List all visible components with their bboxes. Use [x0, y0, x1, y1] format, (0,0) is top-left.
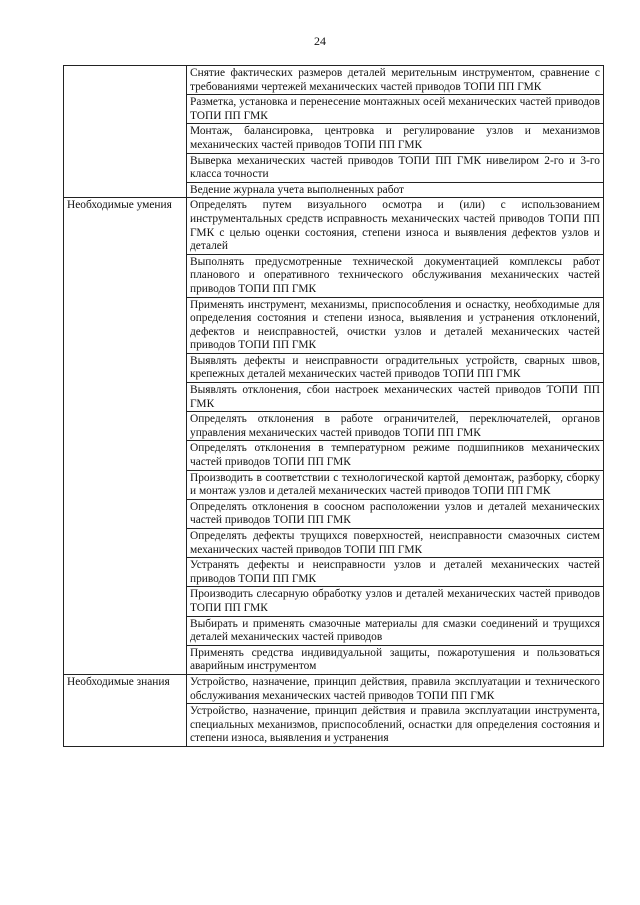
table-cell: Выверка механических частей приводов ТОПИ ПП ГМК нивелиром 2-го и 3-го класса точности: [187, 153, 604, 182]
table-cell: Производить слесарную обработку узлов и деталей механических частей приводов ТОПИ ПП ГМК: [187, 587, 604, 616]
table-cell: Снятие фактических размеров деталей мерительным инструментом, сравнение с требованиями чертежей механических частей приводов ТОПИ ПП ГМК: [187, 66, 604, 95]
table-cell: Определять путем визуального осмотра и (или) с использованием инструментальных средств исправность механических частей приводов ТОПИ ПП ГМК с целью оценки состояния, степени износа и выявления дефектов узлов и деталей: [187, 198, 604, 254]
table-cell: Монтаж, балансировка, центровка и регулирование узлов и механизмов механических частей приводов ТОПИ ПП ГМК: [187, 124, 604, 153]
section-label: [64, 66, 187, 198]
table-cell: Выявлять дефекты и неисправности оградительных устройств, сварных швов, крепежных деталей механических частей приводов ТОПИ ПП ГМК: [187, 353, 604, 382]
table-cell: Определять отклонения в температурном режиме подшипников механических частей приводов ТОПИ ПП ГМК: [187, 441, 604, 470]
table-cell: Определять отклонения в соосном расположении узлов и деталей механических частей приводов ТОПИ ПП ГМК: [187, 499, 604, 528]
section-label: Необходимые знания: [64, 674, 187, 746]
competency-table: [63, 65, 604, 747]
page-number: 24: [314, 34, 326, 48]
table-cell: Разметка, установка и перенесение монтажных осей механических частей приводов ТОПИ ПП ГМК: [187, 95, 604, 124]
table-cell: Определять отклонения в работе ограничителей, переключателей, органов управления механических частей приводов ТОПИ ПП ГМК: [187, 412, 604, 441]
table-cell: Ведение журнала учета выполненных работ: [187, 182, 604, 198]
table-row: [64, 66, 604, 95]
table-cell: Применять инструмент, механизмы, приспособления и оснастку, необходимые для определения состояния и степени износа, выявления и устранения отклонений, дефектов и неисправностей, очистки узлов и деталей механических частей приводов ТОПИ ПП ГМК: [187, 297, 604, 353]
table-cell: Применять средства индивидуальной защиты, пожаротушения и пользоваться аварийным инструментом: [187, 645, 604, 674]
table-row: [64, 198, 604, 254]
table-cell: Определять дефекты трущихся поверхностей, неисправности смазочных систем механических частей приводов ТОПИ ПП ГМК: [187, 529, 604, 558]
table-cell: Выполнять предусмотренные технической документацией комплексы работ планового и оперативного технического обслуживания механических частей приводов ТОПИ ПП ГМК: [187, 254, 604, 297]
table-row: [64, 674, 604, 703]
table-cell: Устранять дефекты и неисправности узлов и деталей механических частей приводов ТОПИ ПП ГМК: [187, 558, 604, 587]
table-cell: Выявлять отклонения, сбои настроек механических частей приводов ТОПИ ПП ГМК: [187, 383, 604, 412]
table-cell: Производить в соответствии с технологической картой демонтаж, разборку, сборку и монтаж узлов и деталей механических частей приводов ТОПИ ПП ГМК: [187, 470, 604, 499]
table-cell: Выбирать и применять смазочные материалы для смазки соединений и трущихся деталей механических частей приводов: [187, 616, 604, 645]
table-cell: Устройство, назначение, принцип действия, правила эксплуатации и технического обслуживания механических частей приводов ТОПИ ПП ГМК: [187, 674, 604, 703]
table-cell: Устройство, назначение, принцип действия и правила эксплуатации инструмента, специальных механизмов, приспособлений, оснастки для определения состояния и степени износа, выявления и устранения: [187, 704, 604, 747]
section-label: Необходимые умения: [64, 198, 187, 675]
